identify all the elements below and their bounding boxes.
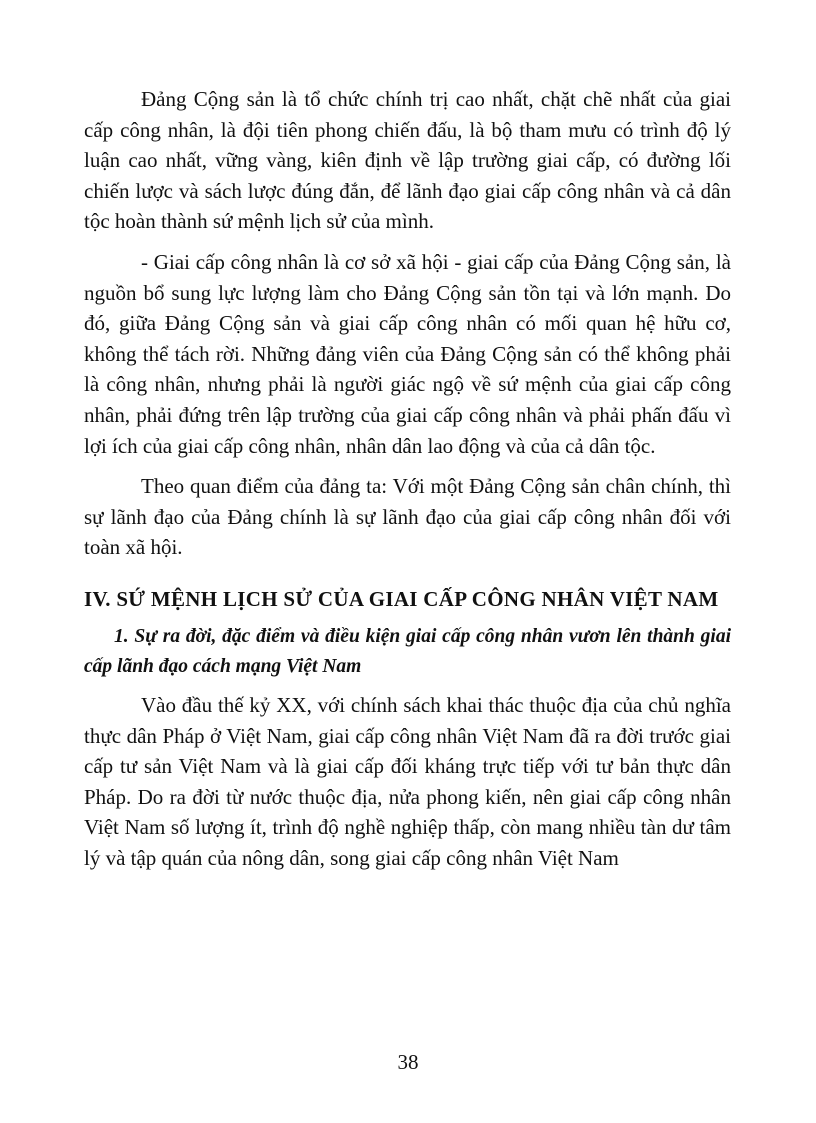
page-content — [84, 84, 731, 873]
paragraph-working-class-base: - Giai cấp công nhân là cơ sở xã hội - giai cấp của Đảng Cộng sản, là nguồn bổ sung lực lượng làm cho Đảng Cộng sản tồn tại và lớn mạnh. Do đó, giữa Đảng Cộng sản và giai cấp công nhân có mối quan hệ hữu cơ, không thể tách rời. Những đảng viên của Đảng Cộng sản có thể không phải là công nhân, nhưng phải là người giác ngộ về sứ mệnh của giai cấp công nhân, phải đứng trên lập trường của giai cấp công nhân và phải phấn đấu vì lợi ích của giai cấp công nhân, nhân dân lao động và của cả dân tộc. — [84, 249, 731, 458]
paragraph-party-view: Theo quan điểm của đảng ta: Với một Đảng Cộng sản chân chính, thì sự lãnh đạo của Đảng chính là sự lãnh đạo của giai cấp công nhân đối với toàn xã hội. — [84, 474, 731, 560]
paragraph-origin: Vào đầu thế kỷ XX, với chính sách khai thác thuộc địa của chủ nghĩa thực dân Pháp ở Việt Nam, giai cấp công nhân Việt Nam đã ra đời trước giai cấp tư sản Việt Nam và là giai cấp đối kháng trực tiếp với tư bản thực dân Pháp. Do ra đời từ nước thuộc địa, nửa phong kiến, nên giai cấp công nhân Việt Nam số lượng ít, trình độ nghề nghiệp thấp, còn mang nhiều tàn dư tâm lý và tập quán của nông dân, song giai cấp công nhân Việt Nam — [84, 692, 731, 870]
subsection-heading: 1. Sự ra đời, đặc điểm và điều kiện giai cấp công nhân vươn lên thành giai cấp lãnh đạo cách mạng Việt Nam — [84, 625, 731, 677]
page-number: 38 — [397, 1050, 419, 1074]
paragraph-party-definition: Đảng Cộng sản là tổ chức chính trị cao nhất, chặt chẽ nhất của giai cấp công nhân, là đội tiên phong chiến đấu, là bộ tham mưu có trình độ lý luận cao nhất, vững vàng, kiên định về lập trường giai cấp, có đường lối chiến lược và sách lược đúng đắn, để lãnh đạo giai cấp công nhân và cả dân tộc hoàn thành sứ mệnh lịch sử của mình. — [84, 87, 731, 234]
section-heading: IV. SỨ MỆNH LỊCH SỬ CỦA GIAI CẤP CÔNG NHÂN VIỆT NAM — [84, 586, 719, 611]
